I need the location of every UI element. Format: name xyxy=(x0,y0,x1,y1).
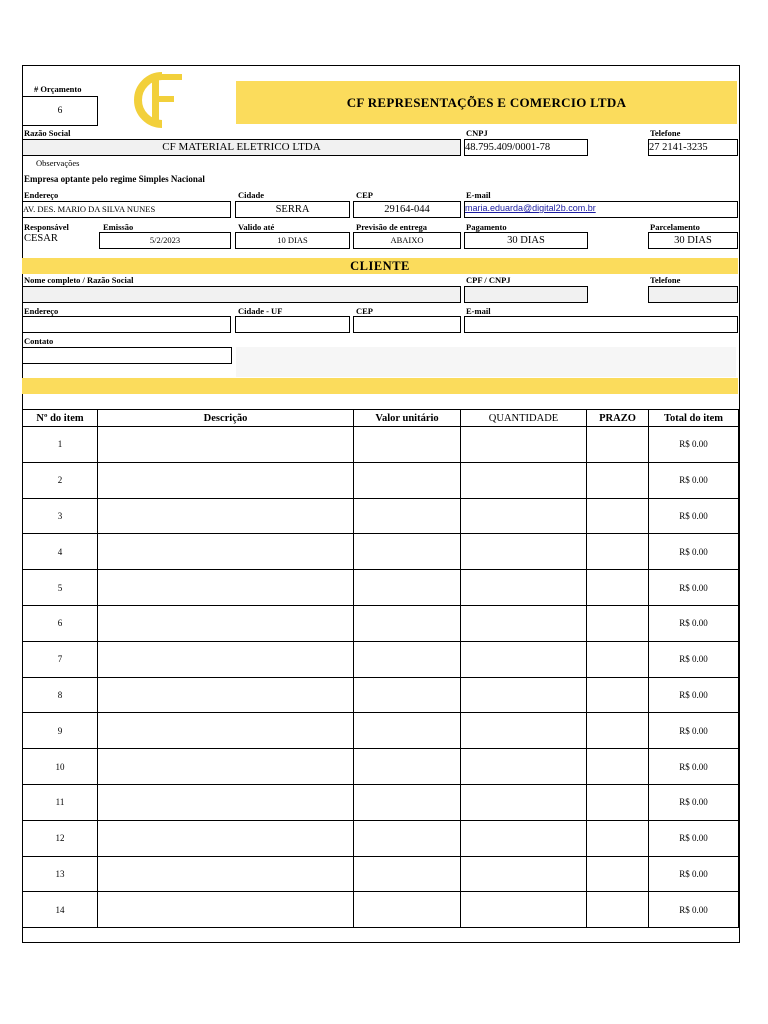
email-link[interactable]: maria.eduarda@digital2b.com.br xyxy=(465,203,596,213)
item-number-cell: 9 xyxy=(23,713,98,749)
telefone-label: Telefone xyxy=(650,128,681,138)
quantidade-cell[interactable] xyxy=(461,427,587,463)
quantidade-cell[interactable] xyxy=(461,605,587,641)
orcamento-number[interactable]: 6 xyxy=(22,96,98,126)
table-row xyxy=(23,498,739,534)
emissao-field[interactable]: 5/2/2023 xyxy=(99,232,231,249)
descricao-cell[interactable] xyxy=(98,713,354,749)
item-number-cell: 1 xyxy=(23,427,98,463)
total-item-cell: R$ 0.00 xyxy=(649,677,739,713)
descricao-cell[interactable] xyxy=(98,605,354,641)
item-number-cell: 14 xyxy=(23,892,98,928)
endereco-label: Endereço xyxy=(24,190,59,200)
valor-unitario-cell[interactable] xyxy=(354,462,461,498)
descricao-cell[interactable] xyxy=(98,427,354,463)
valor-unitario-cell[interactable] xyxy=(354,749,461,785)
quantidade-cell[interactable] xyxy=(461,856,587,892)
descricao-cell[interactable] xyxy=(98,820,354,856)
total-item-cell: R$ 0.00 xyxy=(649,856,739,892)
valor-unitario-cell[interactable] xyxy=(354,713,461,749)
valor-unitario-cell[interactable] xyxy=(354,427,461,463)
company-title-banner: CF REPRESENTAÇÕES E COMERCIO LTDA xyxy=(236,81,737,124)
item-number-cell: 7 xyxy=(23,641,98,677)
table-row xyxy=(23,784,739,820)
prazo-cell[interactable] xyxy=(587,534,649,570)
descricao-cell[interactable] xyxy=(98,856,354,892)
header-prazo: PRAZO xyxy=(587,410,649,427)
quantidade-cell[interactable] xyxy=(461,677,587,713)
email-label: E-mail xyxy=(466,190,491,200)
items-table xyxy=(22,409,739,928)
prazo-cell[interactable] xyxy=(587,820,649,856)
total-item-cell: R$ 0.00 xyxy=(649,605,739,641)
valor-unitario-cell[interactable] xyxy=(354,534,461,570)
table-row xyxy=(23,713,739,749)
pagamento-label: Pagamento xyxy=(466,222,507,232)
table-row xyxy=(23,820,739,856)
total-item-cell: R$ 0.00 xyxy=(649,892,739,928)
total-item-cell: R$ 0.00 xyxy=(649,534,739,570)
prazo-cell[interactable] xyxy=(587,641,649,677)
observacoes-label: Observações xyxy=(36,158,80,168)
descricao-cell[interactable] xyxy=(98,534,354,570)
table-row xyxy=(23,462,739,498)
item-number-cell: 3 xyxy=(23,498,98,534)
cidade-label: Cidade xyxy=(238,190,264,200)
cliente-endereco-field[interactable] xyxy=(22,316,231,333)
prazo-cell[interactable] xyxy=(587,605,649,641)
table-row xyxy=(23,641,739,677)
total-item-cell: R$ 0.00 xyxy=(649,570,739,606)
valor-unitario-cell[interactable] xyxy=(354,570,461,606)
items-header-row xyxy=(23,410,739,427)
parcelamento-field[interactable]: 30 DIAS xyxy=(648,232,738,249)
cliente-cep-label: CEP xyxy=(356,306,373,316)
cliente-section-title: CLIENTE xyxy=(22,258,738,274)
previsao-label: Previsão de entrega xyxy=(356,222,427,232)
cliente-telefone-label: Telefone xyxy=(650,275,681,285)
cliente-endereco-label: Endereço xyxy=(24,306,59,316)
header-valor-unitario: Valor unitário xyxy=(354,410,461,427)
valido-field[interactable]: 10 DIAS xyxy=(235,232,350,249)
prazo-cell[interactable] xyxy=(587,427,649,463)
valor-unitario-cell[interactable] xyxy=(354,677,461,713)
item-number-cell: 6 xyxy=(23,605,98,641)
header-descricao: Descrição xyxy=(98,410,354,427)
quantidade-cell[interactable] xyxy=(461,534,587,570)
prazo-cell[interactable] xyxy=(587,892,649,928)
item-number-cell: 13 xyxy=(23,856,98,892)
prazo-cell[interactable] xyxy=(587,677,649,713)
cep-label: CEP xyxy=(356,190,373,200)
header-quantidade: QUANTIDADE xyxy=(461,410,587,427)
cnpj-label: CNPJ xyxy=(466,128,488,138)
table-row xyxy=(23,856,739,892)
valor-unitario-cell[interactable] xyxy=(354,784,461,820)
valor-unitario-cell[interactable] xyxy=(354,856,461,892)
table-row xyxy=(23,605,739,641)
item-number-cell: 4 xyxy=(23,534,98,570)
total-item-cell: R$ 0.00 xyxy=(649,641,739,677)
cliente-cidade-label: Cidade - UF xyxy=(238,306,283,316)
cliente-nome-label: Nome completo / Razão Social xyxy=(24,275,134,285)
total-item-cell: R$ 0.00 xyxy=(649,498,739,534)
descricao-cell[interactable] xyxy=(98,892,354,928)
total-item-cell: R$ 0.00 xyxy=(649,427,739,463)
cliente-contato-field[interactable] xyxy=(22,347,232,364)
valor-unitario-cell[interactable] xyxy=(354,641,461,677)
valor-unitario-cell[interactable] xyxy=(354,892,461,928)
table-row xyxy=(23,427,739,463)
cliente-nome-field[interactable] xyxy=(22,286,461,303)
quantidade-cell[interactable] xyxy=(461,498,587,534)
cliente-email-label: E-mail xyxy=(466,306,491,316)
email-field[interactable] xyxy=(464,201,738,218)
quantidade-cell[interactable] xyxy=(461,749,587,785)
header-total-item: Total do item xyxy=(649,410,739,427)
cliente-email-field[interactable] xyxy=(464,316,738,333)
responsavel-label: Responsável xyxy=(24,222,69,232)
razao-social-label: Razão Social xyxy=(24,128,71,138)
previsao-field[interactable]: ABAIXO xyxy=(353,232,461,249)
cep-field[interactable]: 29164-044 xyxy=(353,201,461,218)
razao-social-field[interactable]: CF MATERIAL ELETRICO LTDA xyxy=(22,139,461,156)
descricao-cell[interactable] xyxy=(98,784,354,820)
header-item-number: Nº do item xyxy=(23,410,98,427)
item-number-cell: 5 xyxy=(23,570,98,606)
responsavel-value[interactable]: CESAR xyxy=(24,233,58,244)
cliente-cidade-field[interactable] xyxy=(235,316,350,333)
cliente-cpf-field[interactable] xyxy=(464,286,588,303)
quantidade-cell[interactable] xyxy=(461,892,587,928)
item-number-cell: 8 xyxy=(23,677,98,713)
cnpj-field[interactable]: 48.795.409/0001-78 xyxy=(464,139,588,156)
quantidade-cell[interactable] xyxy=(461,713,587,749)
pagamento-field[interactable]: 30 DIAS xyxy=(464,232,588,249)
prazo-cell[interactable] xyxy=(587,784,649,820)
valor-unitario-cell[interactable] xyxy=(354,820,461,856)
quantidade-cell[interactable] xyxy=(461,462,587,498)
quantidade-cell[interactable] xyxy=(461,820,587,856)
descricao-cell[interactable] xyxy=(98,462,354,498)
table-row xyxy=(23,677,739,713)
item-number-cell: 2 xyxy=(23,462,98,498)
cidade-field[interactable]: SERRA xyxy=(235,201,350,218)
cliente-telefone-field[interactable] xyxy=(648,286,738,303)
valor-unitario-cell[interactable] xyxy=(354,498,461,534)
prazo-cell[interactable] xyxy=(587,749,649,785)
emissao-label: Emissão xyxy=(103,222,134,232)
table-row xyxy=(23,749,739,785)
telefone-field[interactable]: 27 2141-3235 xyxy=(648,139,738,156)
prazo-cell[interactable] xyxy=(587,462,649,498)
table-row xyxy=(23,570,739,606)
parcelamento-label: Parcelamento xyxy=(650,222,700,232)
orcamento-label: # Orçamento xyxy=(34,84,82,94)
cliente-contato-label: Contato xyxy=(24,336,54,346)
total-item-cell: R$ 0.00 xyxy=(649,784,739,820)
quantidade-cell[interactable] xyxy=(461,784,587,820)
cf-logo-icon xyxy=(132,70,184,130)
table-row xyxy=(23,534,739,570)
valido-label: Valido até xyxy=(238,222,275,232)
regime-text: Empresa optante pelo regime Simples Nacional xyxy=(24,174,205,184)
total-item-cell: R$ 0.00 xyxy=(649,713,739,749)
item-number-cell: 10 xyxy=(23,749,98,785)
prazo-cell[interactable] xyxy=(587,570,649,606)
item-number-cell: 12 xyxy=(23,820,98,856)
descricao-cell[interactable] xyxy=(98,641,354,677)
descricao-cell[interactable] xyxy=(98,570,354,606)
prazo-cell[interactable] xyxy=(587,856,649,892)
cliente-cep-field[interactable] xyxy=(353,316,461,333)
descricao-cell[interactable] xyxy=(98,498,354,534)
table-row xyxy=(23,892,739,928)
item-number-cell: 11 xyxy=(23,784,98,820)
descricao-cell[interactable] xyxy=(98,677,354,713)
total-item-cell: R$ 0.00 xyxy=(649,749,739,785)
quantidade-cell[interactable] xyxy=(461,641,587,677)
prazo-cell[interactable] xyxy=(587,498,649,534)
descricao-cell[interactable] xyxy=(98,749,354,785)
total-item-cell: R$ 0.00 xyxy=(649,462,739,498)
valor-unitario-cell[interactable] xyxy=(354,605,461,641)
cliente-cpf-label: CPF / CNPJ xyxy=(466,275,511,285)
quantidade-cell[interactable] xyxy=(461,570,587,606)
items-yellow-band xyxy=(22,378,738,394)
total-item-cell: R$ 0.00 xyxy=(649,820,739,856)
contato-gray-area xyxy=(236,347,736,377)
endereco-field[interactable]: AV. DES. MARIO DA SILVA NUNES xyxy=(22,201,231,218)
prazo-cell[interactable] xyxy=(587,713,649,749)
